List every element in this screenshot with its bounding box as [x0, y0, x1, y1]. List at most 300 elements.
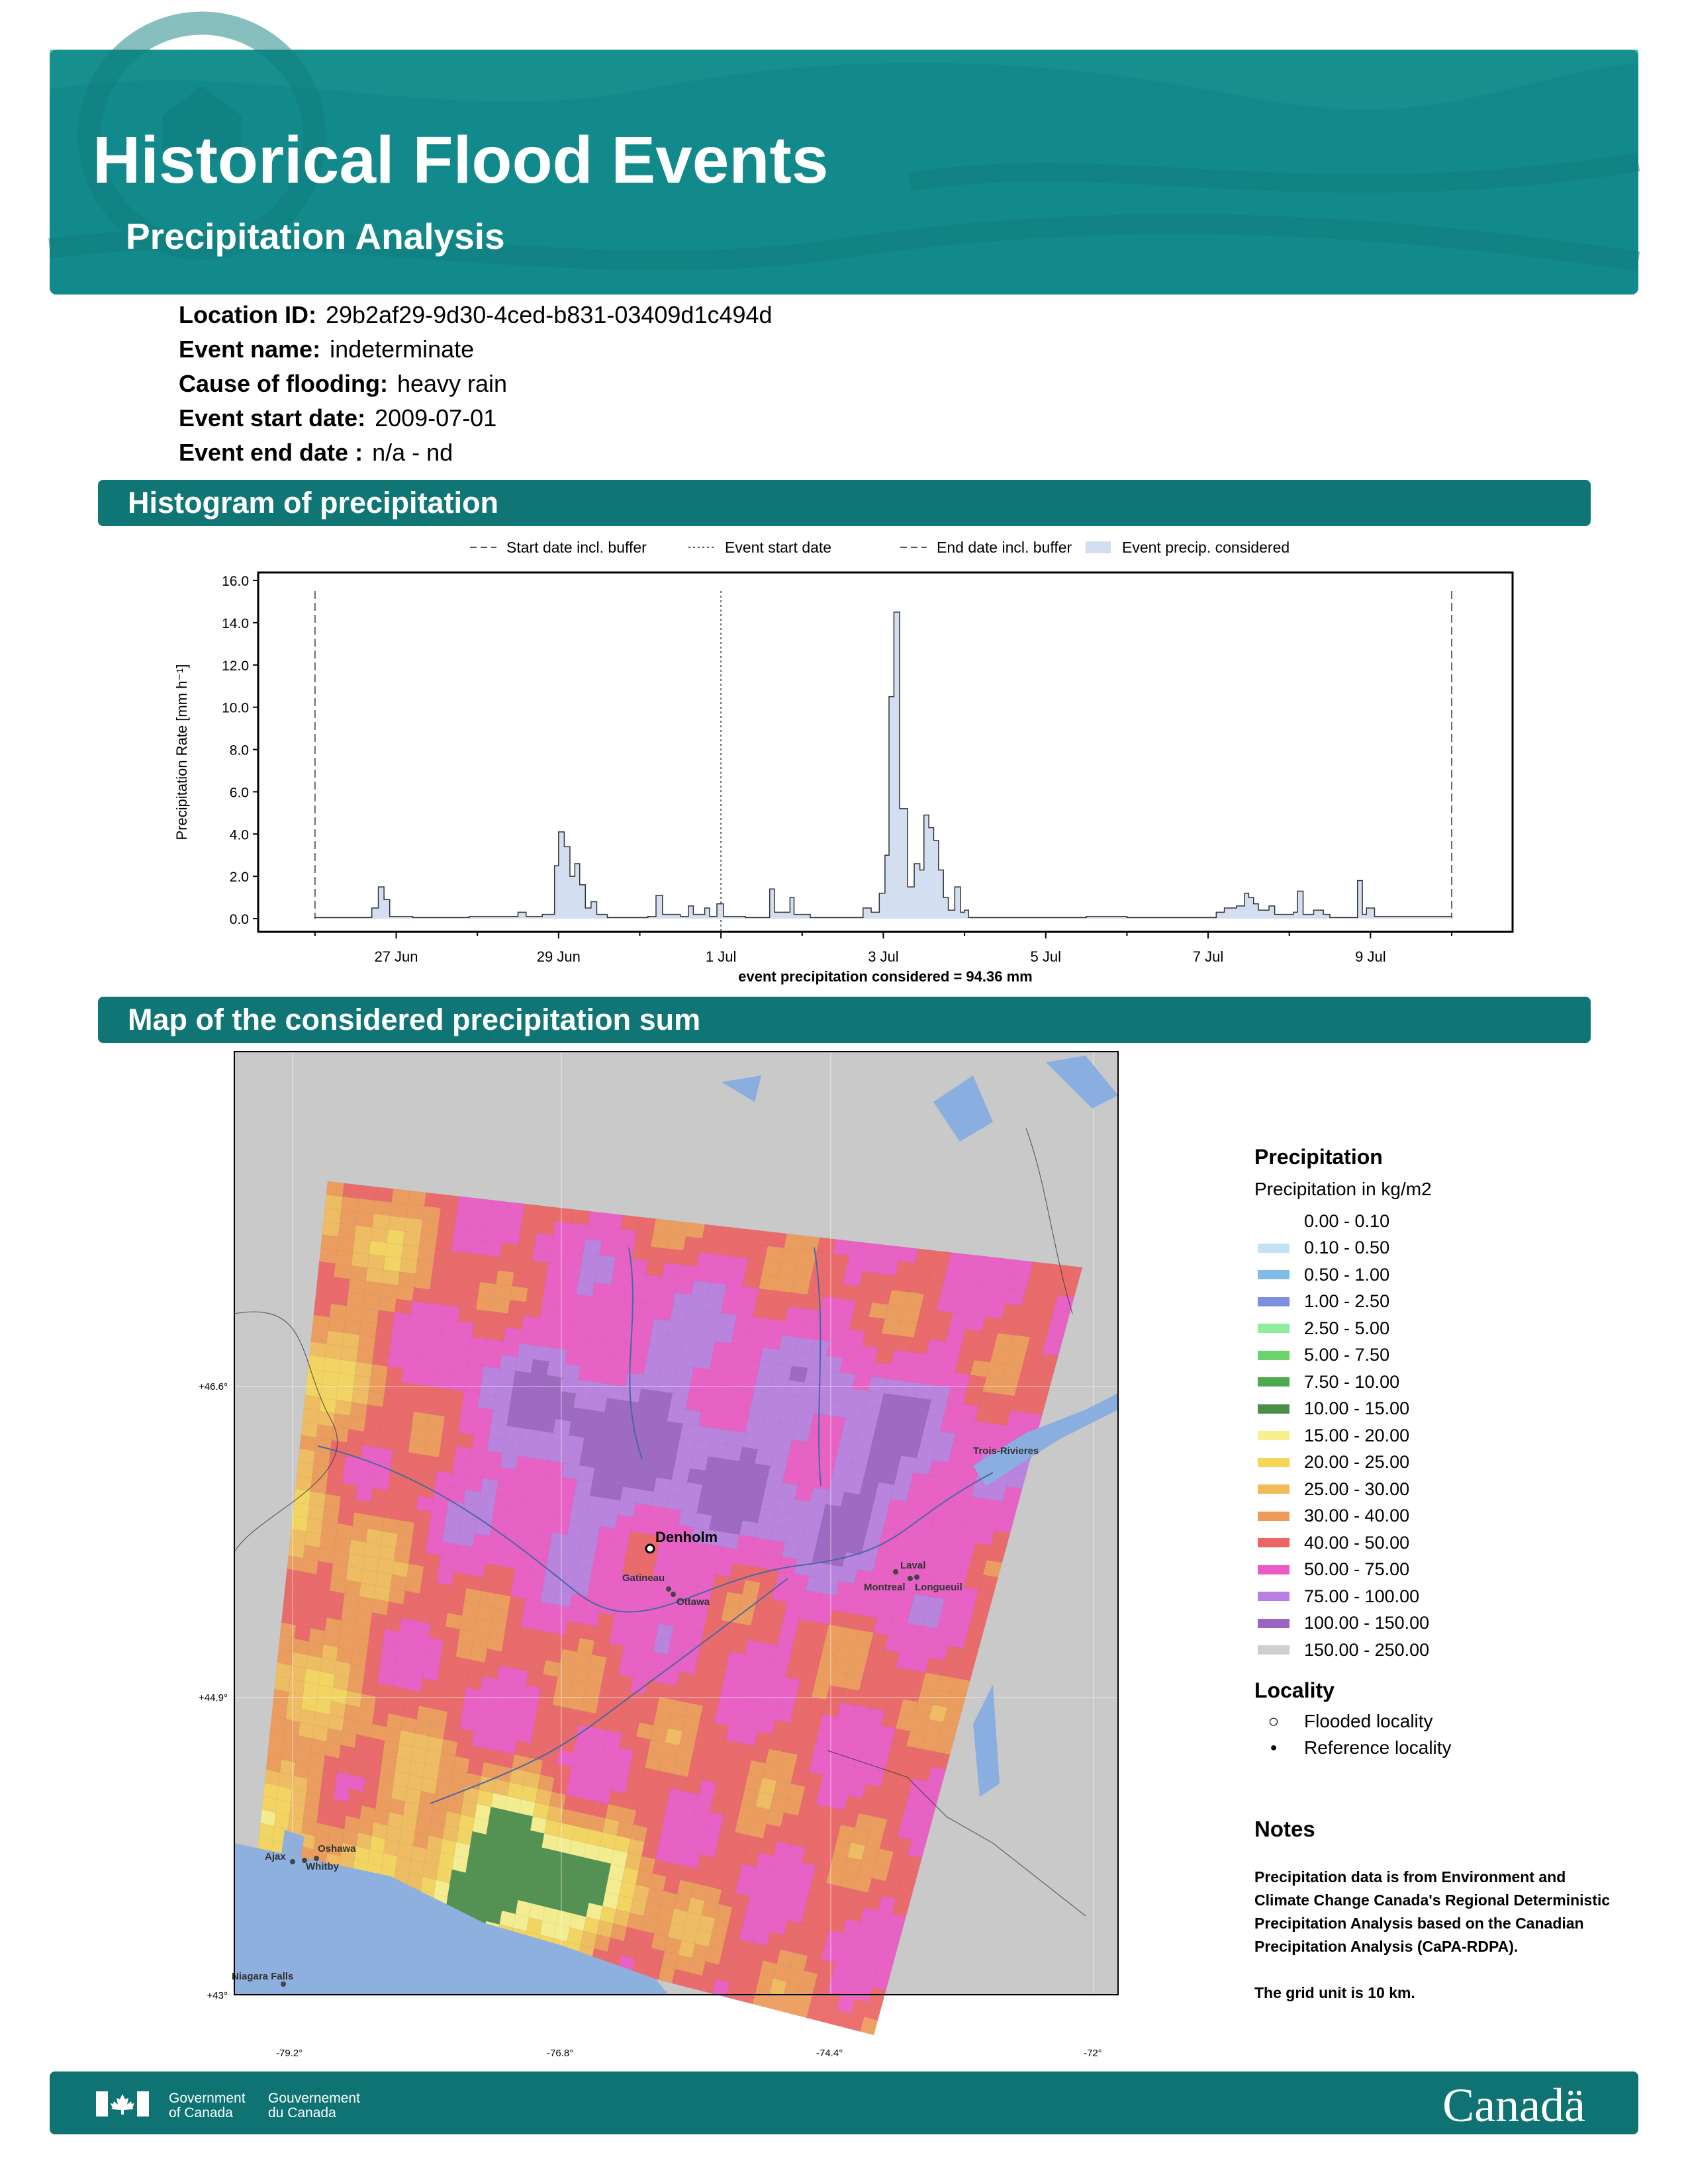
grid-cell	[541, 1488, 559, 1505]
grid-cell	[356, 1486, 373, 1502]
grid-cell	[391, 1450, 408, 1466]
grid-cell	[760, 1347, 779, 1364]
grid-cell	[549, 1347, 567, 1363]
grid-cell	[347, 1293, 364, 1308]
grid-cell	[791, 1279, 810, 1295]
grid-cell	[494, 1284, 512, 1300]
header-banner	[50, 50, 1638, 295]
grid-cell	[357, 1348, 374, 1364]
grid-cell	[724, 1518, 743, 1535]
grid-cell	[710, 1355, 728, 1372]
grid-cell	[508, 1596, 526, 1613]
grid-cell	[326, 1330, 344, 1346]
grid-cell	[572, 1493, 590, 1510]
grid-cell	[492, 1508, 509, 1525]
grid-cell	[586, 1410, 604, 1426]
grid-cell	[536, 1431, 553, 1447]
grid-cell	[680, 1337, 699, 1353]
legend-reference-locality	[1254, 1735, 1625, 1761]
legend-swatch	[1258, 1619, 1289, 1628]
grid-cell	[651, 1233, 670, 1249]
grid-cell	[498, 1467, 516, 1484]
grid-cell	[691, 1367, 710, 1384]
grid-cell	[388, 1353, 405, 1369]
grid-cell	[602, 1227, 620, 1243]
grid-cell	[446, 1278, 464, 1294]
grid-cell	[763, 1333, 782, 1349]
grid-cell	[460, 1405, 477, 1421]
grid-cell	[459, 1517, 477, 1533]
grid-cell	[452, 1460, 469, 1476]
grid-cell	[604, 1398, 622, 1415]
info-value: heavy rain	[397, 370, 508, 397]
grid-cell	[400, 1258, 418, 1274]
grid-cell	[751, 1390, 770, 1406]
grid-cell	[643, 1275, 662, 1291]
y-label: +43°	[207, 1990, 228, 2001]
grid-cell	[398, 1272, 416, 1288]
grid-cell	[488, 1214, 506, 1230]
locality-label: Flooded locality	[1304, 1710, 1433, 1731]
grid-cell	[472, 1323, 490, 1339]
grid-cell	[610, 1543, 628, 1559]
grid-cell	[665, 1422, 683, 1438]
grid-cell	[406, 1205, 424, 1220]
grid-cell	[453, 1224, 471, 1240]
grid-cell	[303, 1408, 319, 1424]
grid-cell	[439, 1555, 456, 1572]
grid-cell	[449, 1251, 467, 1267]
grid-cell	[369, 1378, 386, 1394]
legend-item	[1254, 1449, 1625, 1477]
grid-cell	[757, 1361, 776, 1378]
grid-cell	[429, 1400, 446, 1416]
grid-cell	[772, 1291, 791, 1307]
grid-cell	[424, 1441, 441, 1457]
grid-cell	[349, 1416, 366, 1432]
notes-text: Precipitation data is from Environment and Climate Change Canada's Regional Deterministic Precipitation Analysis based on the Canadian Precipitation Analysis (CaPA-RDPA).	[1254, 1868, 1611, 1955]
grid-cell	[798, 1323, 818, 1340]
grid-cell	[487, 1437, 504, 1453]
grid-cell	[745, 1258, 765, 1274]
grid-cell	[583, 1239, 602, 1255]
grid-cell	[434, 1249, 451, 1265]
grid-cell	[390, 1203, 408, 1218]
legend-subtitle: Precipitation in kg/m2	[1254, 1179, 1432, 1199]
grid-cell	[659, 1363, 678, 1379]
grid-cell	[406, 1453, 424, 1469]
grid-cell	[756, 1289, 775, 1304]
grid-cell	[553, 1221, 571, 1237]
x-tick-label: 29 Jun	[536, 948, 581, 965]
grid-cell	[592, 1554, 610, 1570]
grid-cell	[641, 1375, 659, 1391]
grid-cell	[585, 1510, 603, 1526]
grid-cell	[557, 1491, 575, 1508]
grid-cell	[751, 1230, 771, 1246]
legend-label: 0.00 - 0.10	[1304, 1210, 1390, 1231]
grid-cell	[769, 1305, 788, 1322]
grid-cell	[567, 1608, 585, 1624]
grid-cell	[423, 1330, 441, 1346]
grid-cell	[638, 1302, 657, 1318]
grid-cell	[580, 1624, 597, 1641]
grid-cell	[531, 1458, 549, 1475]
grid-cell	[705, 1297, 724, 1312]
grid-cell	[405, 1342, 422, 1357]
grid-cell	[396, 1534, 412, 1551]
grid-cell	[720, 1386, 738, 1402]
grid-cell	[739, 1447, 758, 1463]
grid-cell	[474, 1421, 491, 1437]
grid-cell	[414, 1509, 432, 1525]
grid-cell	[684, 1482, 702, 1499]
grid-cell	[410, 1301, 428, 1317]
grid-cell	[646, 1347, 665, 1363]
grid-cell	[335, 1400, 352, 1416]
grid-cell	[466, 1364, 484, 1380]
grid-cell	[580, 1537, 598, 1554]
grid-cell	[392, 1189, 410, 1204]
grid-cell	[340, 1359, 357, 1375]
grid-cell	[442, 1305, 460, 1321]
grid-cell	[792, 1351, 811, 1368]
grid-cell	[375, 1187, 393, 1202]
grid-cell	[808, 1354, 827, 1371]
grid-cell	[710, 1269, 729, 1285]
grid-cell	[419, 1233, 437, 1248]
grid-cell	[641, 1621, 659, 1637]
grid-cell	[325, 1344, 342, 1360]
grid-cell	[651, 1492, 669, 1508]
legend-item	[1254, 1369, 1625, 1396]
grid-cell	[766, 1319, 785, 1336]
grid-cell	[455, 1545, 473, 1561]
grid-cell	[747, 1331, 767, 1347]
grid-cell	[696, 1339, 715, 1355]
grid-cell	[555, 1405, 573, 1421]
grid-cell	[623, 1473, 641, 1489]
grid-cell	[528, 1571, 545, 1588]
grid-cell	[404, 1355, 421, 1371]
grid-cell	[618, 1501, 635, 1518]
x-tick-label: 1 Jul	[705, 948, 737, 965]
grid-cell	[364, 1281, 382, 1297]
grid-cell	[587, 1582, 604, 1598]
y-tick-label: 14.0	[222, 615, 249, 631]
grid-cell	[424, 1553, 440, 1569]
y-tick-label: 2.0	[229, 870, 249, 886]
grid-cell	[583, 1524, 600, 1540]
grid-cell	[636, 1402, 655, 1419]
grid-cell	[527, 1387, 545, 1402]
grid-cell	[402, 1369, 419, 1385]
grid-cell	[478, 1282, 496, 1298]
grid-cell	[516, 1245, 535, 1261]
legend-label: 0.50 - 1.00	[1304, 1264, 1390, 1285]
grid-cell	[329, 1453, 346, 1469]
legend-label: 10.00 - 15.00	[1304, 1398, 1410, 1419]
info-label: Event start date:	[179, 404, 366, 432]
x-tick-label: 3 Jul	[868, 948, 899, 965]
grid-cell	[536, 1332, 553, 1347]
grid-cell	[717, 1400, 735, 1416]
grid-cell	[558, 1293, 577, 1308]
grid-cell	[472, 1435, 489, 1451]
grid-cell	[784, 1234, 803, 1250]
grid-cell	[556, 1306, 575, 1322]
grid-cell	[775, 1277, 794, 1293]
grid-cell	[522, 1204, 541, 1220]
grid-cell	[440, 1319, 458, 1335]
grid-cell	[312, 1315, 330, 1331]
grid-cell	[457, 1531, 475, 1547]
grid-cell	[569, 1422, 586, 1438]
legend-label: 20.00 - 25.00	[1304, 1452, 1410, 1473]
legend-swatch	[1258, 1270, 1289, 1279]
y-tick-label: 10.0	[222, 700, 249, 716]
grid-cell	[764, 1406, 782, 1423]
grid-cell	[520, 1428, 538, 1444]
grid-cell	[359, 1322, 377, 1338]
grid-cell	[599, 1340, 618, 1356]
grid-cell	[768, 1232, 787, 1248]
grid-cell	[538, 1602, 555, 1618]
legend-swatch	[1258, 1484, 1289, 1494]
grid-cell	[424, 1193, 442, 1208]
grid-cell	[389, 1216, 406, 1231]
grid-cell	[449, 1375, 467, 1391]
grid-cell	[615, 1515, 633, 1531]
legend-item	[1254, 1503, 1625, 1530]
grid-cell	[428, 1525, 445, 1542]
y-tick-label: 6.0	[229, 785, 249, 801]
histogram-section-title: Histogram of precipitation	[98, 480, 1591, 526]
grid-cell	[419, 1357, 436, 1373]
legend-item	[1254, 1583, 1625, 1610]
y-axis-label: Precipitation Rate [mm h⁻¹]	[173, 664, 190, 841]
grid-cell	[299, 1449, 315, 1465]
grid-cell	[421, 1343, 439, 1359]
grid-cell	[776, 1349, 795, 1366]
grid-cell	[470, 1337, 488, 1353]
grid-cell	[626, 1618, 643, 1635]
grid-cell	[579, 1267, 597, 1283]
grid-cell	[464, 1266, 482, 1282]
grid-cell	[563, 1265, 581, 1281]
grid-cell	[387, 1229, 404, 1244]
grid-cell	[487, 1536, 504, 1553]
grid-cell	[830, 1253, 849, 1270]
grid-cell	[635, 1316, 654, 1332]
grid-cell	[341, 1483, 357, 1499]
notes	[1254, 1817, 1618, 2005]
grid-cell	[630, 1517, 648, 1533]
legend-label: End date incl. buffer	[937, 539, 1072, 556]
grid-cell	[602, 1584, 620, 1601]
grid-cell	[549, 1249, 567, 1265]
grid-cell	[510, 1286, 528, 1302]
grid-cell	[483, 1563, 500, 1580]
grid-cell	[745, 1418, 764, 1435]
grid-cell	[767, 1392, 785, 1409]
grid-cell	[356, 1212, 374, 1227]
grid-cell	[692, 1440, 711, 1457]
grid-cell	[534, 1444, 551, 1461]
grid-cell	[485, 1549, 502, 1566]
grid-cell	[416, 1260, 434, 1276]
grid-cell	[482, 1366, 500, 1382]
legend-swatch	[1258, 1645, 1289, 1655]
gov-en-line: Government	[169, 2091, 246, 2106]
grid-cell	[565, 1349, 583, 1365]
grid-cell	[612, 1356, 631, 1372]
grid-cell	[518, 1541, 535, 1558]
grid-cell	[357, 1472, 374, 1488]
legend-label: Event precip. considered	[1122, 539, 1290, 556]
grid-cell	[602, 1412, 620, 1429]
grid-cell	[314, 1451, 330, 1467]
grid-cell	[647, 1666, 665, 1683]
grid-cell	[379, 1297, 397, 1312]
grid-cell	[738, 1374, 757, 1390]
grid-cell	[550, 1532, 567, 1549]
grid-cell	[422, 1455, 439, 1471]
place-label: Oshawa	[318, 1843, 356, 1854]
map-legend	[1254, 1145, 1625, 1761]
grid-cell	[328, 1317, 346, 1333]
grid-cell	[754, 1376, 773, 1392]
grid-cell	[588, 1310, 606, 1326]
info-row-end	[179, 439, 773, 473]
grid-cell	[577, 1465, 595, 1482]
grid-cell	[620, 1215, 639, 1231]
info-value: 29b2af29-9d30-4ced-b831-03409d1c494d	[325, 301, 773, 328]
grid-cell	[526, 1585, 543, 1602]
grid-cell	[662, 1263, 680, 1279]
grid-cell	[467, 1239, 485, 1255]
grid-cell	[325, 1195, 343, 1210]
info-row-location	[179, 301, 773, 336]
grid-cell	[451, 1572, 469, 1588]
grid-cell	[357, 1199, 375, 1214]
grid-cell	[726, 1357, 744, 1374]
grid-cell	[600, 1426, 618, 1443]
precipitation-map	[199, 1049, 1122, 2059]
grid-cell	[597, 1440, 615, 1457]
grid-cell	[444, 1292, 462, 1308]
legend-item	[1254, 1396, 1625, 1423]
grid-cell	[820, 1297, 839, 1313]
grid-cell	[444, 1514, 461, 1531]
grid-cell	[555, 1590, 573, 1607]
grid-cell	[686, 1222, 705, 1238]
grid-cell	[409, 1550, 426, 1567]
grid-cell	[483, 1465, 500, 1480]
y-tick-label: 4.0	[229, 827, 249, 843]
grid-cell	[500, 1243, 518, 1259]
grid-cell	[565, 1621, 583, 1638]
grid-cell	[352, 1252, 369, 1267]
grid-cell	[621, 1647, 638, 1664]
grid-cell	[338, 1224, 356, 1239]
grid-cell	[670, 1393, 688, 1410]
grid-cell	[624, 1632, 641, 1649]
grid-cell	[688, 1615, 706, 1632]
grid-cell	[572, 1308, 590, 1324]
grid-cell	[639, 1388, 657, 1405]
grid-cell	[712, 1341, 731, 1357]
grid-cell	[704, 1383, 722, 1400]
grid-cell	[733, 1402, 751, 1419]
grid-cell	[573, 1579, 590, 1596]
grid-cell	[561, 1463, 579, 1480]
grid-cell	[659, 1449, 677, 1466]
grid-cell	[488, 1325, 506, 1341]
grid-cell	[727, 1271, 746, 1287]
grid-cell	[665, 1335, 683, 1351]
legend-label: 150.00 - 250.00	[1304, 1639, 1430, 1660]
legend-swatch	[1258, 1377, 1289, 1387]
grid-cell	[443, 1416, 460, 1432]
grid-cell	[410, 1537, 427, 1553]
grid-cell	[530, 1557, 547, 1574]
grid-cell	[631, 1431, 649, 1447]
grid-cell	[696, 1426, 714, 1442]
grid-cell	[702, 1311, 721, 1327]
grid-cell	[697, 1572, 715, 1589]
grid-cell	[489, 1424, 507, 1439]
place-label: Denholm	[655, 1529, 718, 1545]
place-label: Ottawa	[677, 1596, 710, 1608]
place-label: Niagara Falls	[232, 1971, 294, 1982]
grid-cell	[558, 1391, 576, 1407]
grid-cell	[682, 1570, 700, 1586]
notes-title: Notes	[1254, 1817, 1315, 1841]
grid-cell	[630, 1345, 649, 1361]
grid-cell	[553, 1419, 571, 1435]
grid-cell	[518, 1343, 536, 1359]
grid-cell	[569, 1322, 588, 1338]
grid-cell	[529, 1472, 547, 1488]
grid-cell	[481, 1479, 498, 1495]
grid-cell	[786, 1381, 805, 1397]
grid-cell	[750, 1317, 769, 1334]
grid-cell	[620, 1314, 638, 1330]
grid-cell	[667, 1407, 686, 1424]
grid-cell	[615, 1428, 633, 1445]
grid-cell	[486, 1339, 504, 1355]
grid-cell	[332, 1277, 350, 1292]
grid-cell	[416, 1385, 433, 1400]
grid-cell	[604, 1312, 622, 1328]
grid-cell	[450, 1473, 467, 1489]
grid-cell	[478, 1394, 496, 1410]
place-trois-rivieres	[973, 1445, 1039, 1457]
grid-cell	[602, 1498, 620, 1515]
grid-cell	[403, 1231, 421, 1246]
grid-cell	[682, 1410, 701, 1426]
grid-cell	[374, 1337, 391, 1353]
reference-locality-icon: ●	[1270, 1741, 1278, 1754]
grid-cell	[742, 1433, 761, 1449]
locality-label: Reference locality	[1304, 1737, 1452, 1758]
grid-cell	[470, 1449, 487, 1465]
grid-cell	[594, 1368, 612, 1384]
grid-cell	[585, 1424, 602, 1440]
grid-cell	[542, 1291, 561, 1306]
grid-cell	[361, 1445, 378, 1461]
